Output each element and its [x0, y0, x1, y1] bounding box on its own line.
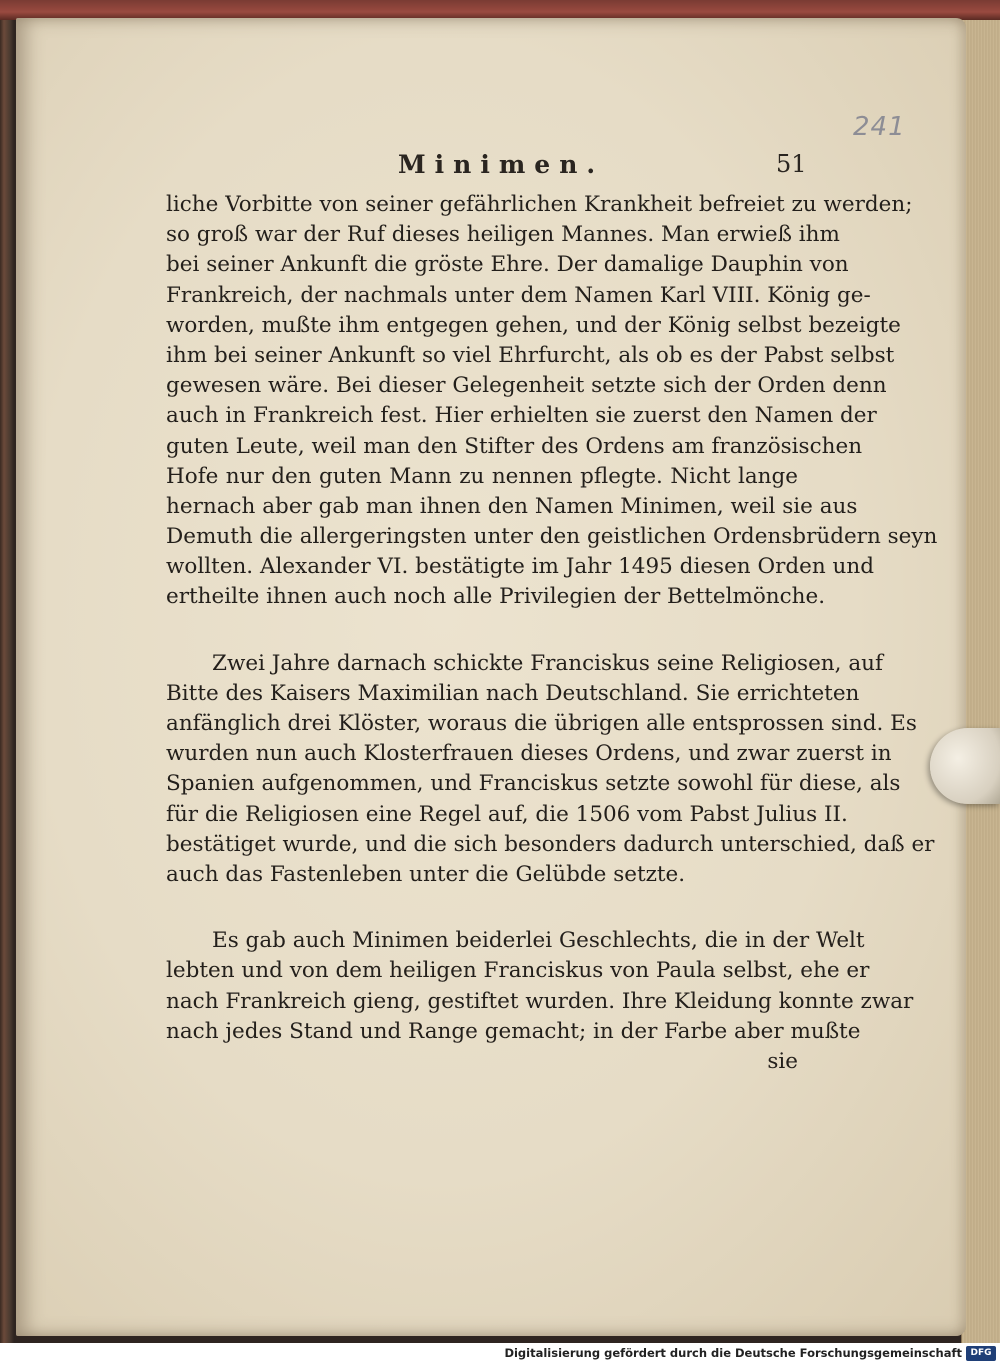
text-line: gewesen wäre. Bei dieser Gelegenheit setzte sich der Orden denn — [166, 373, 887, 399]
text-line: Es gab auch Minimen beiderlei Geschlechts, die in der Welt — [212, 928, 865, 954]
text-line: worden, mußte ihm entgegen gehen, und der König selbst bezeigte — [166, 312, 901, 338]
text-line: anfänglich drei Klöster, woraus die übrigen alle entsprossen sind. Es — [166, 711, 917, 736]
text-line: auch in Frankreich fest. Hier erhielten sie zuerst den Namen der — [166, 403, 877, 429]
text-line: auch das Fastenleben unter die Gelübde setzte. — [166, 861, 686, 887]
text-line: so groß war der Ruf dieses heiligen Mannes. Man erwieß ihm — [166, 222, 840, 248]
body-text — [166, 190, 938, 1077]
footer-bar — [0, 1343, 1000, 1364]
text-line: Spanien aufgenommen, und Franciskus setzte sowohl für diese, als — [166, 771, 901, 797]
page-edges — [961, 20, 1000, 1343]
text-line: Zwei Jahre darnach schickte Franciskus seine Religiosen, auf — [212, 650, 883, 676]
text-line: nach jedes Stand und Range gemacht; in der Farbe aber mußte — [166, 1018, 861, 1044]
pencil-folio-number: 241 — [853, 112, 906, 142]
book-cover-edge — [0, 0, 1000, 20]
text-line: wollten. Alexander VI. bestätigte im Jahr 1495 diesen Orden und — [166, 554, 875, 580]
text-line: Frankreich, der nachmals unter dem Namen Karl VIII. König ge- — [166, 282, 871, 308]
page-number: 51 — [776, 150, 807, 178]
text-line: hernach aber gab man ihnen den Namen Minimen, weil sie aus — [166, 493, 858, 519]
text-line: bestätiget wurde, und die sich besonders dadurch unterschied, daß er — [166, 831, 935, 857]
text-line: lebten und von dem heiligen Franciskus von Paula selbst, ehe er — [166, 958, 870, 984]
text-line: guten Leute, weil man den Stifter des Ordens am französischen — [166, 433, 863, 459]
catchword: sie — [767, 1048, 798, 1074]
running-head: Minimen. — [398, 150, 605, 179]
paragraph-gap — [166, 613, 798, 649]
funding-credit: Digitalisierung gefördert durch die Deutsche Forschungsgemeinschaft — [504, 1346, 962, 1360]
text-line: Hofe nur den guten Mann zu nennen pflegte. Nicht lange — [166, 463, 798, 489]
text-line: ertheilte ihnen auch noch alle Privilegien der Bettelmönche. — [166, 584, 826, 610]
text-line: liche Vorbitte von seiner gefährlichen Krankheit befreiet zu werden; — [166, 192, 913, 217]
text-line: ihm bei seiner Ankunft so viel Ehrfurcht, als ob es der Pabst selbst — [166, 342, 895, 368]
paragraph-gap — [166, 890, 798, 926]
dfg-logo-icon: DFG — [966, 1346, 996, 1361]
text-line: Demuth die allergeringsten unter den geistlichen Ordensbrüdern seyn — [166, 524, 938, 550]
text-line: für die Religiosen eine Regel auf, die 1506 vom Pabst Julius II. — [166, 801, 848, 827]
text-line: Bitte des Kaisers Maximilian nach Deutschland. Sie errichteten — [166, 680, 860, 706]
text-line: wurden nun auch Klosterfrauen dieses Ordens, und zwar zuerst in — [166, 741, 892, 767]
page-clip — [930, 728, 1000, 804]
text-line: nach Frankreich gieng, gestiftet wurden. Ihre Kleidung konnte zwar — [166, 988, 914, 1014]
text-line: bei seiner Ankunft die gröste Ehre. Der damalige Dauphin von — [166, 252, 849, 278]
